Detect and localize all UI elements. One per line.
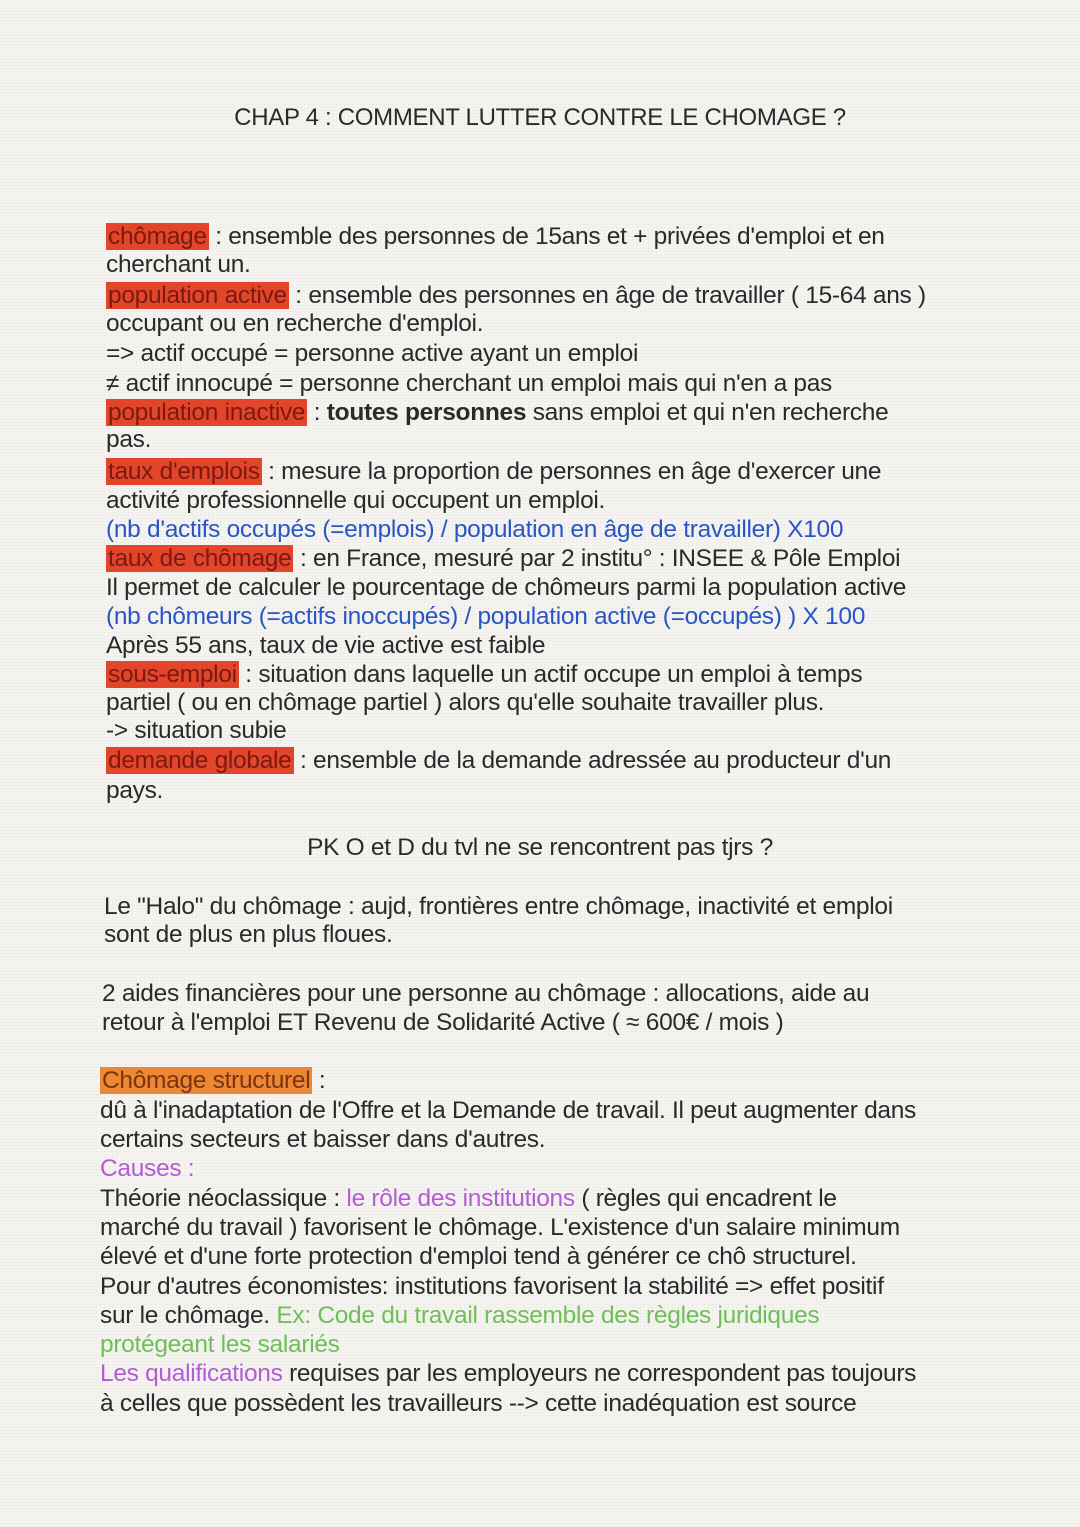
example-code-travail: Ex: Code du travail rassemble des règles juridiques (276, 1302, 820, 1329)
def-taux-chomage-line-1: taux de chômage : en France, mesuré par 2 institu° : INSEE & Pôle Emploi (108, 545, 901, 572)
structurel-line-10: à celles que possèdent les travailleurs --> cette inadéquation est source (100, 1390, 857, 1417)
structurel-line-7: sur le chômage. Ex: Code du travail rassemble des règles juridiques (100, 1302, 820, 1329)
structurel-heading: Chômage structurel : (102, 1067, 326, 1094)
role-institutions: le rôle des institutions (346, 1185, 575, 1212)
def-sous-emploi-line-1: sous-emploi : situation dans laquelle un actif occupe un emploi à temps (108, 661, 863, 688)
def-taux-chomage-line-2: Il permet de calculer le pourcentage de chômeurs parmi la population active (106, 574, 907, 601)
actif-occupe-line: => actif occupé = personne active ayant un emploi (106, 340, 639, 367)
def-pop-inactive-line-1: population inactive : toutes personnes sans emploi et qui n'en recherche (108, 399, 889, 426)
structurel-line-5: élevé et d'une forte protection d'emploi tend à générer ce chô structurel. (100, 1243, 857, 1270)
term-chomage-structurel: Chômage structurel (102, 1067, 311, 1094)
term-population-inactive: population inactive (108, 399, 306, 426)
halo-line-2: sont de plus en plus floues. (104, 921, 393, 948)
term-chomage: chômage (108, 223, 207, 250)
def-chomage-line-1: chômage : ensemble des personnes de 15ans et + privées d'emploi et en (108, 223, 885, 250)
structurel-line-2: certains secteurs et baisser dans d'autres. (100, 1126, 546, 1153)
def-taux-emplois-line-2: activité professionnelle qui occupent un emploi. (106, 487, 606, 514)
def-pop-active-line-2: occupant ou en recherche d'emploi. (106, 310, 484, 337)
term-taux-emplois: taux d'emplois (108, 458, 260, 485)
formula-taux-chomage: (nb chômeurs (=actifs inoccupés) / population active (=occupés) ) X 100 (106, 603, 866, 630)
def-taux-chomage-line-3: Après 55 ans, taux de vie active est faible (106, 632, 546, 659)
actif-inoccupe-line: ≠ actif innocupé = personne cherchant un emploi mais qui n'en a pas (106, 370, 833, 397)
def-demande-globale-line-1: demande globale : ensemble de la demande adressée au producteur d'un (108, 747, 892, 774)
chapter-title: CHAP 4 : COMMENT LUTTER CONTRE LE CHOMAGE ? (234, 104, 846, 131)
structurel-line-8: protégeant les salariés (100, 1331, 340, 1358)
causes-label: Causes : (100, 1155, 195, 1182)
def-demande-globale-line-2: pays. (106, 777, 164, 804)
def-chomage-line-2: cherchant un. (106, 251, 251, 278)
halo-line-1: Le "Halo" du chômage : aujd, frontières entre chômage, inactivité et emploi (104, 893, 893, 920)
term-sous-emploi: sous-emploi (108, 661, 237, 688)
structurel-line-3: Théorie néoclassique : le rôle des institutions ( règles qui encadrent le (100, 1185, 837, 1212)
structurel-line-1: dû à l'inadaptation de l'Offre et la Demande de travail. Il peut augmenter dans (100, 1097, 917, 1124)
term-taux-chomage: taux de chômage (108, 545, 292, 572)
term-demande-globale: demande globale (108, 747, 292, 774)
term-population-active: population active (108, 282, 287, 309)
def-pop-inactive-line-2: pas. (106, 426, 152, 453)
formula-taux-emplois: (nb d'actifs occupés (=emplois) / population en âge de travailler) X100 (106, 516, 844, 543)
structurel-line-4: marché du travail ) favorisent le chômage. L'existence d'un salaire minimum (100, 1214, 900, 1241)
def-sous-emploi-line-2: partiel ( ou en chômage partiel ) alors qu'elle souhaite travailler plus. (106, 689, 825, 716)
question-heading: PK O et D du tvl ne se rencontrent pas tjrs ? (307, 834, 773, 861)
qualifications: Les qualifications (100, 1360, 283, 1387)
def-sous-emploi-line-3: -> situation subie (106, 717, 287, 744)
aides-line-2: retour à l'emploi ET Revenu de Solidarité Active ( ≈ 600€ / mois ) (102, 1009, 784, 1036)
def-pop-active-line-1: population active : ensemble des personnes en âge de travailler ( 15-64 ans ) (108, 282, 926, 309)
aides-line-1: 2 aides financières pour une personne au chômage : allocations, aide au (102, 980, 870, 1007)
structurel-line-9: Les qualifications requises par les employeurs ne correspondent pas toujours (100, 1360, 917, 1387)
structurel-line-6: Pour d'autres économistes: institutions favorisent la stabilité => effet positif (100, 1273, 884, 1300)
def-taux-emplois-line-1: taux d'emplois : mesure la proportion de personnes en âge d'exercer une (108, 458, 882, 485)
